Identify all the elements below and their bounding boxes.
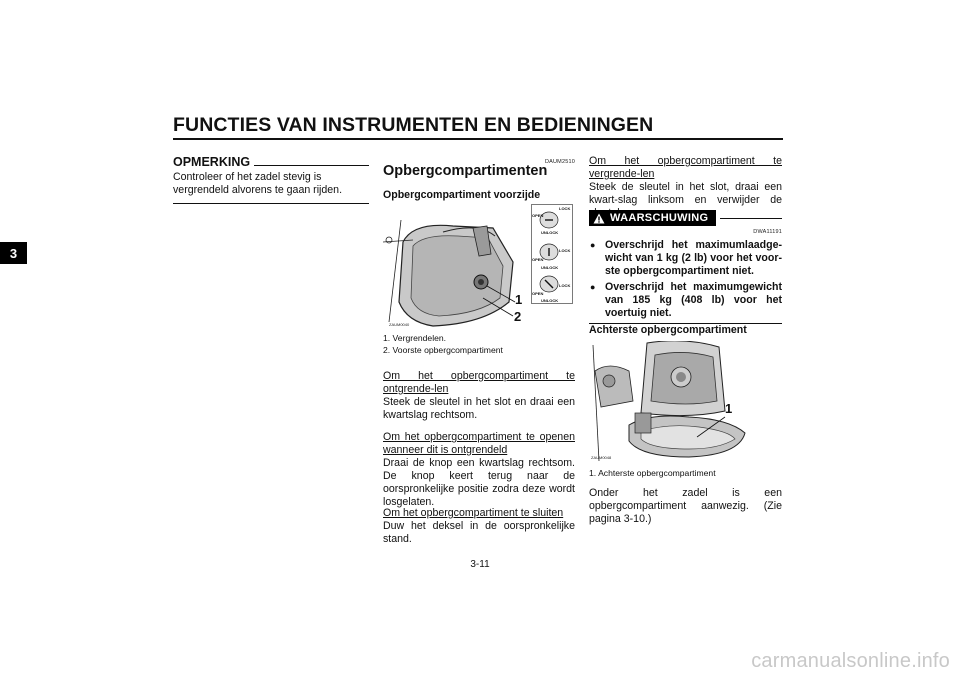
front-compartment-figure [383, 202, 575, 330]
rear-text: Onder het zadel is een opbergcompartiment aanwezig. (Zie pagina 3-10.) [589, 487, 782, 525]
header-rule [173, 138, 783, 140]
front-caption-1: 1. Vergrendelen. [383, 333, 447, 343]
lock-text: Steek de sleutel in het slot, draai een kwart-slag linksom en verwijder de [589, 181, 782, 206]
page-number: 3-11 [470, 559, 490, 570]
warning-box [589, 210, 782, 324]
rear-figure-code: ZAUM0048 [591, 455, 612, 460]
inset-label-lock-3: LOCK [559, 283, 571, 288]
bullet-icon: ● [590, 282, 596, 292]
warning-heading-rule [720, 218, 782, 219]
front-callout-1: 1 [515, 292, 523, 307]
close-text: Duw het deksel in de oorspronkelijke stand. [383, 520, 575, 545]
section-title: Opbergcompartimenten [383, 163, 548, 179]
front-caption-2: 2. Voorste opbergcompartiment [383, 345, 503, 355]
warning-item [589, 239, 782, 278]
note-end-rule [173, 203, 369, 204]
unlock-block [383, 370, 575, 422]
watermark-text: carmanualsonline.info [751, 650, 950, 672]
note-text: Controleer of het zadel stevig is vergrendeld alvorens te gaan rijden. [173, 171, 343, 196]
rear-compartment-figure [589, 341, 782, 465]
front-compartment-title: Opbergcompartiment voorzijde [383, 189, 541, 201]
warning-triangle-icon [593, 213, 605, 224]
inset-label-lock-2: LOCK [559, 248, 571, 253]
rear-compartment-title: Achterste opbergcompartiment [589, 324, 747, 336]
note-block [173, 155, 369, 204]
warning-label: WAARSCHUWING [610, 212, 709, 224]
chapter-tab: 3 [0, 242, 27, 264]
lock-positions-illustration [531, 204, 573, 304]
open-text: Draai de knop een kwartslag rechtsom. De knop keert terug naar de oorspronkelijke positie zodra deze wordt losgelaten. [383, 457, 575, 508]
warning-badge [589, 210, 716, 226]
close-block [383, 507, 575, 546]
open-block [383, 431, 575, 509]
warning-list [589, 239, 782, 320]
warning-item-text: Overschrijd het maximumlaadge-wicht van 1 kg (2 lb) voor het voor-ste opbergcompartiment niet. [605, 239, 782, 277]
inset-label-unlock-2: UNLOCK [541, 265, 559, 270]
front-callout-2: 2 [514, 309, 522, 324]
lock-positions-inset [531, 204, 573, 304]
inset-label-open-3: OPEN [532, 291, 544, 296]
inset-label-open-1: OPEN [532, 213, 544, 218]
note-heading-row [173, 155, 369, 169]
warning-item [589, 281, 782, 320]
front-figure-code: ZAUM0040 [389, 322, 410, 327]
note-heading: OPMERKING [173, 155, 251, 169]
rear-callout-1: 1 [725, 401, 733, 416]
inset-label-lock-1: LOCK [559, 206, 571, 211]
unlock-text: Steek de sleutel in het slot en draai een kwartslag rechtsom. [383, 396, 575, 421]
note-heading-rule [254, 165, 369, 166]
close-heading: Om het opbergcompartiment te sluiten [383, 507, 564, 519]
warning-item-text: Overschrijd het maximumgewicht van 185 kg (408 lb) voor het voertuig niet. [605, 281, 782, 319]
inset-label-open-2: OPEN [532, 257, 544, 262]
rear-caption-1: 1. Achterste opbergcompartiment [589, 468, 716, 478]
warning-code: DWA11191 [753, 229, 782, 235]
bullet-icon: ● [590, 240, 596, 250]
open-heading: Om het opbergcompartiment te openen wanneer dit is ontgrendeld [383, 431, 575, 456]
unlock-heading: Om het opbergcompartiment te ontgrende-len [383, 370, 575, 395]
warning-heading-row [589, 210, 782, 226]
lock-heading: Om het opbergcompartiment te vergrende-len [589, 155, 782, 180]
inset-label-unlock-3: UNLOCK [541, 298, 559, 303]
rear-compartment-illustration [589, 341, 782, 465]
page-header-title: FUNCTIES VAN INSTRUMENTEN EN BEDIENINGEN [173, 114, 654, 136]
section-code: DAUM2510 [544, 159, 575, 165]
inset-label-unlock-1: UNLOCK [541, 230, 559, 235]
